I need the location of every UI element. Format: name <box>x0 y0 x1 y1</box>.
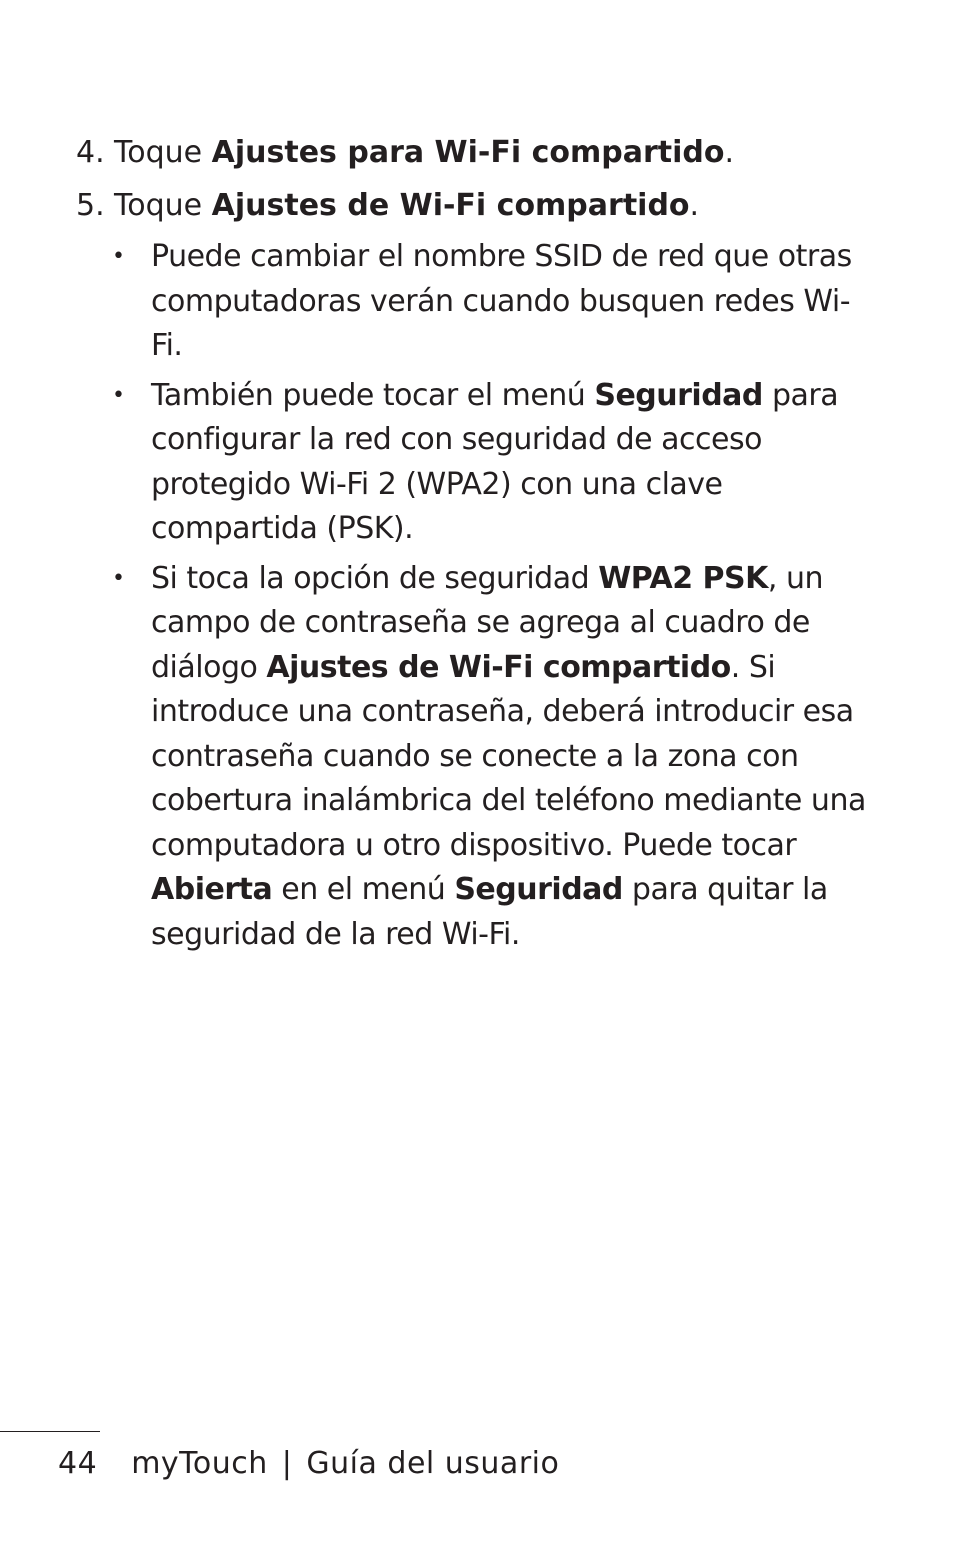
step-4 <box>76 131 906 176</box>
bullet-text: Si toca la opción de seguridad WPA2 PSK, un campo de contraseña se agrega al cuadro de diálogo Ajustes de Wi-Fi compartido. Si introduce una contraseña, deberá introducir esa contraseña cuando se conecte a la zona con cobertura inalámbrica del teléfono mediante una computadora u otro dispositivo. Puede tocar Abierta en el menú Seguridad para quitar la seguridad de la red Wi-Fi. <box>151 560 866 952</box>
footer-guide-title: Guía del usuario <box>306 1446 560 1481</box>
footer-product: myTouch <box>131 1446 268 1481</box>
step-target-label: Ajustes de Wi-Fi compartido <box>211 187 690 223</box>
page-footer <box>58 1442 559 1486</box>
footer-rule <box>0 1431 100 1432</box>
bullet-icon: • <box>112 565 125 591</box>
bullet-item-security <box>112 374 872 552</box>
bullet-item-wpa2 <box>112 557 872 958</box>
page-number: 44 <box>58 1446 98 1481</box>
step-text: Toque Ajustes para Wi-Fi compartido. <box>114 135 735 170</box>
step-target-label: Ajustes para Wi-Fi compartido <box>211 135 725 170</box>
bullet-icon: • <box>112 244 125 269</box>
bullet-item-ssid <box>112 235 872 369</box>
footer-separator: | <box>281 1446 293 1481</box>
bullet-text: También puede tocar el menú Seguridad para configurar la red con seguridad de acceso protegido Wi-Fi 2 (WPA2) con una clave compartida (PSK). <box>151 377 839 546</box>
bullet-text: Puede cambiar el nombre SSID de red que otras computadoras verán cuando busquen redes Wi-Fi. <box>151 239 852 363</box>
bullet-list <box>112 235 872 962</box>
step-text: Toque Ajustes de Wi-Fi compartido. <box>114 187 700 223</box>
step-number: 5. <box>76 187 105 223</box>
step-5 <box>76 184 906 229</box>
step-list <box>76 131 906 236</box>
step-number: 4. <box>76 135 105 170</box>
bullet-icon: • <box>112 382 125 408</box>
